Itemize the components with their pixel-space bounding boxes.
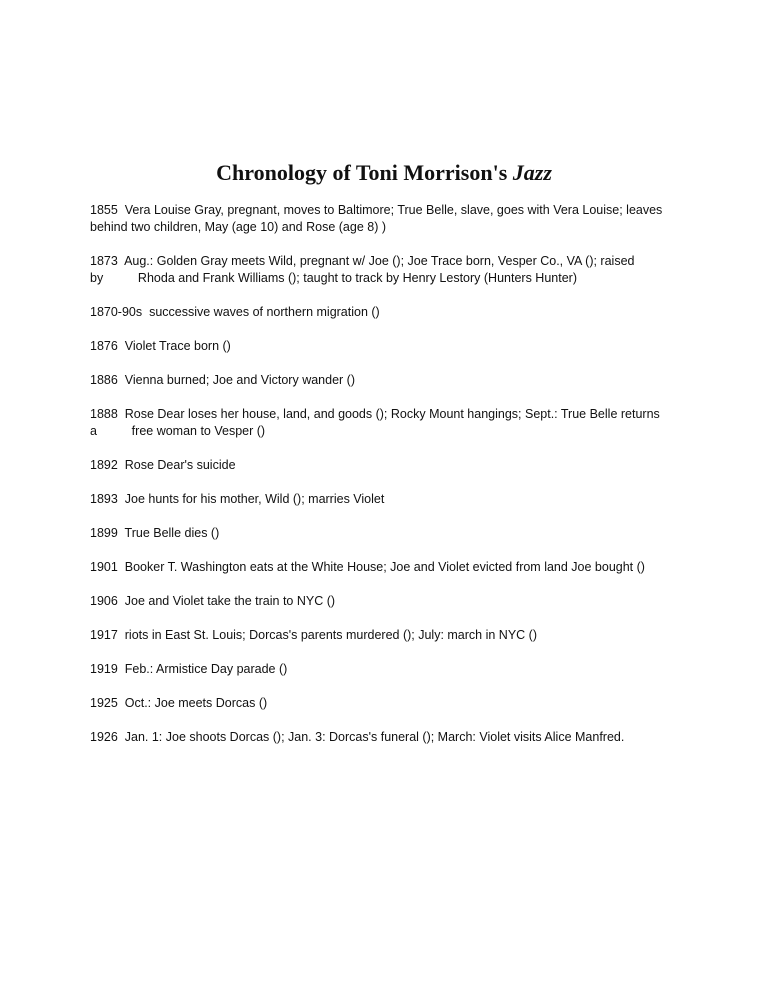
entry-line: 1901 Booker T. Washington eats at the White House; Joe and Violet evicted from land Joe bought (): [90, 560, 645, 574]
chronology-entry: [90, 253, 690, 287]
entry-line: 1873 Aug.: Golden Gray meets Wild, pregnant w/ Joe (); Joe Trace born, Vesper Co., VA (); raised: [90, 254, 635, 268]
chronology-entry: [90, 695, 690, 712]
chronology-entry: [90, 559, 690, 576]
entry-line: by Rhoda and Frank Williams (); taught to track by Henry Lestory (Hunters Hunter): [90, 271, 577, 285]
chronology-entry: [90, 338, 690, 355]
entry-line: 1899 True Belle dies (): [90, 526, 220, 540]
entry-line: 1917 riots in East St. Louis; Dorcas's parents murdered (); July: march in NYC (): [90, 628, 537, 642]
chronology-entry: [90, 304, 690, 321]
entry-line: 1870-90s successive waves of northern migration (): [90, 305, 380, 319]
entry-line: 1855 Vera Louise Gray, pregnant, moves to Baltimore; True Belle, slave, goes with Vera Louise; leaves: [90, 203, 663, 217]
chronology-entry: [90, 372, 690, 389]
chronology-entry: [90, 661, 690, 678]
chronology-entry: [90, 406, 690, 440]
title-italic: Jazz: [512, 160, 552, 185]
entry-line: 1926 Jan. 1: Joe shoots Dorcas (); Jan. 3: Dorcas's funeral (); March: Violet visits Alice Manfred.: [90, 730, 625, 744]
entry-line: behind two children, May (age 10) and Rose (age 8) ): [90, 220, 386, 234]
chronology-entry: [90, 491, 690, 508]
entry-line: a free woman to Vesper (): [90, 424, 266, 438]
chronology-list: [90, 202, 690, 763]
entry-line: 1925 Oct.: Joe meets Dorcas (): [90, 696, 268, 710]
entry-line: 1893 Joe hunts for his mother, Wild (); marries Violet: [90, 492, 385, 506]
entry-line: 1876 Violet Trace born (): [90, 339, 231, 353]
page-title: [0, 158, 768, 188]
chronology-entry: [90, 525, 690, 542]
entry-line: 1888 Rose Dear loses her house, land, and goods (); Rocky Mount hangings; Sept.: True Belle returns: [90, 407, 660, 421]
chronology-entry: [90, 202, 690, 236]
entry-line: 1892 Rose Dear's suicide: [90, 458, 236, 472]
entry-line: 1886 Vienna burned; Joe and Victory wander (): [90, 373, 355, 387]
entry-line: 1906 Joe and Violet take the train to NYC (): [90, 594, 336, 608]
chronology-entry: [90, 457, 690, 474]
title-main: Chronology of Toni Morrison's: [216, 160, 513, 185]
chronology-entry: [90, 593, 690, 610]
chronology-entry: [90, 729, 690, 746]
entry-line: 1919 Feb.: Armistice Day parade (): [90, 662, 288, 676]
chronology-entry: [90, 627, 690, 644]
